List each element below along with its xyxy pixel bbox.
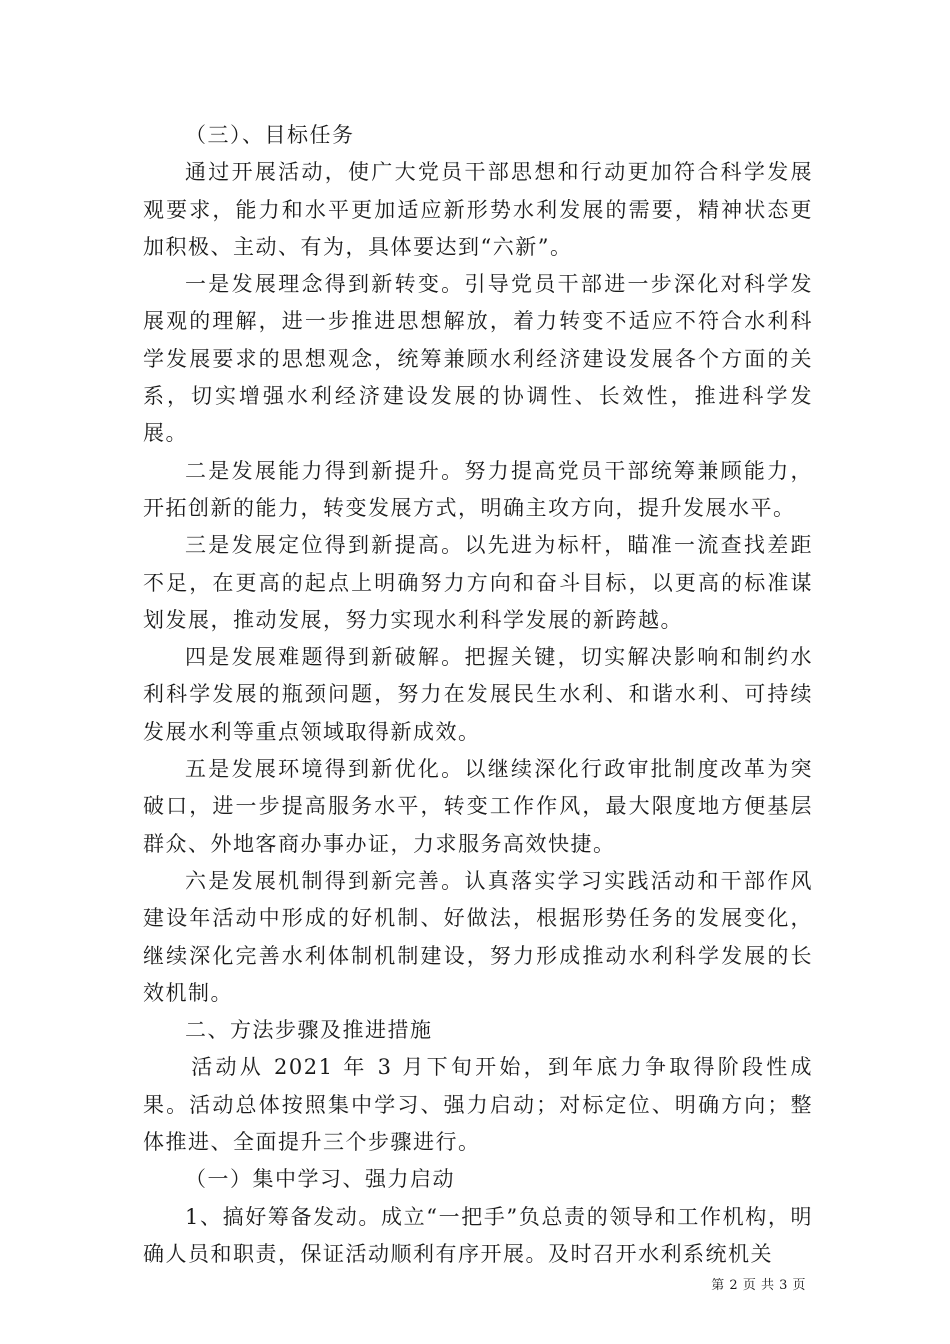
document-body xyxy=(143,117,813,1273)
paragraph-goal-1: 一是发展理念得到新转变。引导党员干部进一步深化对科学发展观的理解，进一步推进思想解放，着力转变不适应不符合水利科学发展要求的思想观念，统筹兼顾水利经济建设发展各个方面的关系，切实增强水利经济建设发展的协调性、长效性，推进科学发展。 xyxy=(143,272,813,446)
section-heading-goals: （三）、目标任务 xyxy=(185,123,355,147)
section-heading-methods: 二、方法步骤及推进措施 xyxy=(185,1018,433,1043)
paragraph-schedule: 活动从 2021 年 3 月下旬开始，到年底力争取得阶段性成果。活动总体按照集中学习、强力启动；对标定位、明确方向；整体推进、全面提升三个步骤进行。 xyxy=(143,1055,813,1155)
paragraph-preparation: 1、搞好筹备发动。成立“一把手”负总责的领导和工作机构，明确人员和职责，保证活动顺利有序开展。及时召开水利系统机关 xyxy=(143,1204,813,1266)
paragraph-intro: 通过开展活动，使广大党员干部思想和行动更加符合科学发展观要求，能力和水平更加适应新形势水利发展的需要，精神状态更加积极、主动、有为，具体要达到“六新”。 xyxy=(143,160,813,259)
paragraph-goal-5: 五是发展环境得到新优化。以继续深化行政审批制度改革为突破口，进一步提高服务水平，转变工作作风，最大限度地方便基层群众、外地客商办事办证，力求服务高效快捷。 xyxy=(143,757,813,856)
page-number: 第 2 页 共 3 页 xyxy=(711,1278,806,1293)
paragraph-goal-3: 三是发展定位得到新提高。以先进为标杆，瞄准一流查找差距不足，在更高的起点上明确努力方向和奋斗目标，以更高的标准谋划发展，推动发展，努力实现水利科学发展的新跨越。 xyxy=(143,533,813,632)
paragraph-goal-2: 二是发展能力得到新提升。努力提高党员干部统筹兼顾能力，开拓创新的能力，转变发展方式，明确主攻方向，提升发展水平。 xyxy=(143,458,813,520)
paragraph-goal-6: 六是发展机制得到新完善。认真落实学习实践活动和干部作风建设年活动中形成的好机制、好做法，根据形势任务的发展变化，继续深化完善水利体制机制建设，努力形成推动水利科学发展的长效机制。 xyxy=(143,868,813,1005)
paragraph-goal-4: 四是发展难题得到新破解。把握关键，切实解决影响和制约水利科学发展的瓶颈问题，努力在发展民生水利、和谐水利、可持续发展水利等重点领域取得新成效。 xyxy=(143,645,813,744)
subsection-heading-study: （一）集中学习、强力启动 xyxy=(185,1167,455,1192)
